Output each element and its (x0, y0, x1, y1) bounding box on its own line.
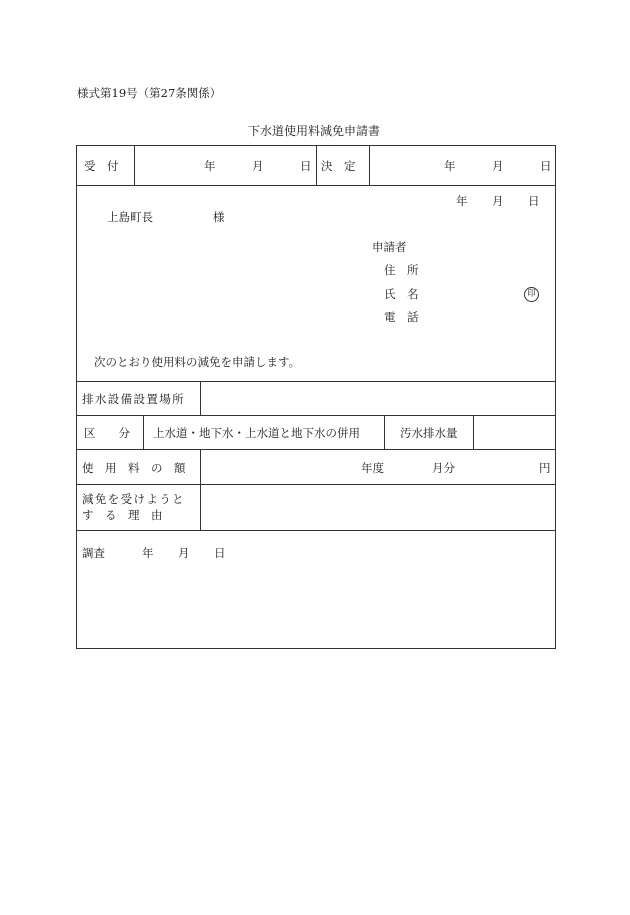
name-label: 氏 名 (384, 287, 419, 301)
reason-label-line1: 減免を受けようと (82, 492, 186, 506)
fee-month-portion[interactable]: 月分 (432, 461, 455, 475)
location-label: 排水設備設置場所 (82, 392, 186, 406)
reason-label-line2: す る 理 由 (82, 508, 163, 522)
category-col-divider-3 (473, 415, 474, 449)
received-label: 受 付 (84, 159, 119, 173)
decision-day[interactable]: 日 (540, 159, 552, 173)
location-field[interactable] (202, 383, 554, 413)
label-col-divider (200, 381, 201, 415)
survey-month[interactable]: 月 (178, 546, 190, 560)
category-label: 区 分 (84, 426, 130, 440)
survey-day[interactable]: 日 (214, 546, 226, 560)
received-month[interactable]: 月 (252, 159, 264, 173)
received-day[interactable]: 日 (300, 159, 312, 173)
application-date-day[interactable]: 日 (528, 194, 540, 208)
category-options[interactable]: 上水道・地下水・上水道と地下水の併用 (153, 426, 360, 440)
sewage-volume-label: 汚水排水量 (400, 426, 458, 440)
decision-month[interactable]: 月 (492, 159, 504, 173)
application-date-month[interactable]: 月 (492, 194, 504, 208)
form-number: 様式第19号（第27条関係） (77, 86, 222, 100)
header-col-divider-3 (369, 145, 370, 185)
fee-fiscal-year[interactable]: 年度 (361, 461, 384, 475)
header-col-divider-2 (316, 145, 317, 185)
survey-label: 調査 (82, 546, 105, 560)
request-text: 次のとおり使用料の減免を申請します。 (94, 355, 301, 369)
row-divider-header (76, 185, 556, 186)
fee-col-divider (200, 449, 201, 530)
header-col-divider-1 (134, 145, 135, 185)
decision-year[interactable]: 年 (444, 159, 456, 173)
category-col-divider-1 (143, 415, 144, 449)
phone-label: 電 話 (384, 310, 419, 324)
row-divider-application (76, 381, 556, 382)
received-year[interactable]: 年 (204, 159, 216, 173)
decision-label: 決 定 (321, 159, 356, 173)
survey-year[interactable]: 年 (142, 546, 154, 560)
reason-field[interactable] (202, 486, 554, 528)
fee-label: 使 用 料 の 額 (82, 461, 186, 475)
row-divider-reason (76, 530, 556, 531)
category-col-divider-2 (384, 415, 385, 449)
applicant-label: 申請者 (372, 240, 407, 254)
honorific: 様 (213, 210, 225, 224)
seal-icon: 印 (524, 285, 539, 302)
row-divider-category (76, 449, 556, 450)
survey-notes-field[interactable] (78, 565, 554, 647)
sewage-volume-field[interactable] (475, 417, 554, 447)
address-label: 住 所 (384, 263, 419, 277)
row-divider-location (76, 415, 556, 416)
application-date-year[interactable]: 年 (456, 194, 468, 208)
row-divider-fee (76, 484, 556, 485)
fee-yen[interactable]: 円 (539, 461, 551, 475)
page-title: 下水道使用料減免申請書 (248, 124, 381, 138)
addressee: 上島町長 (107, 210, 153, 224)
